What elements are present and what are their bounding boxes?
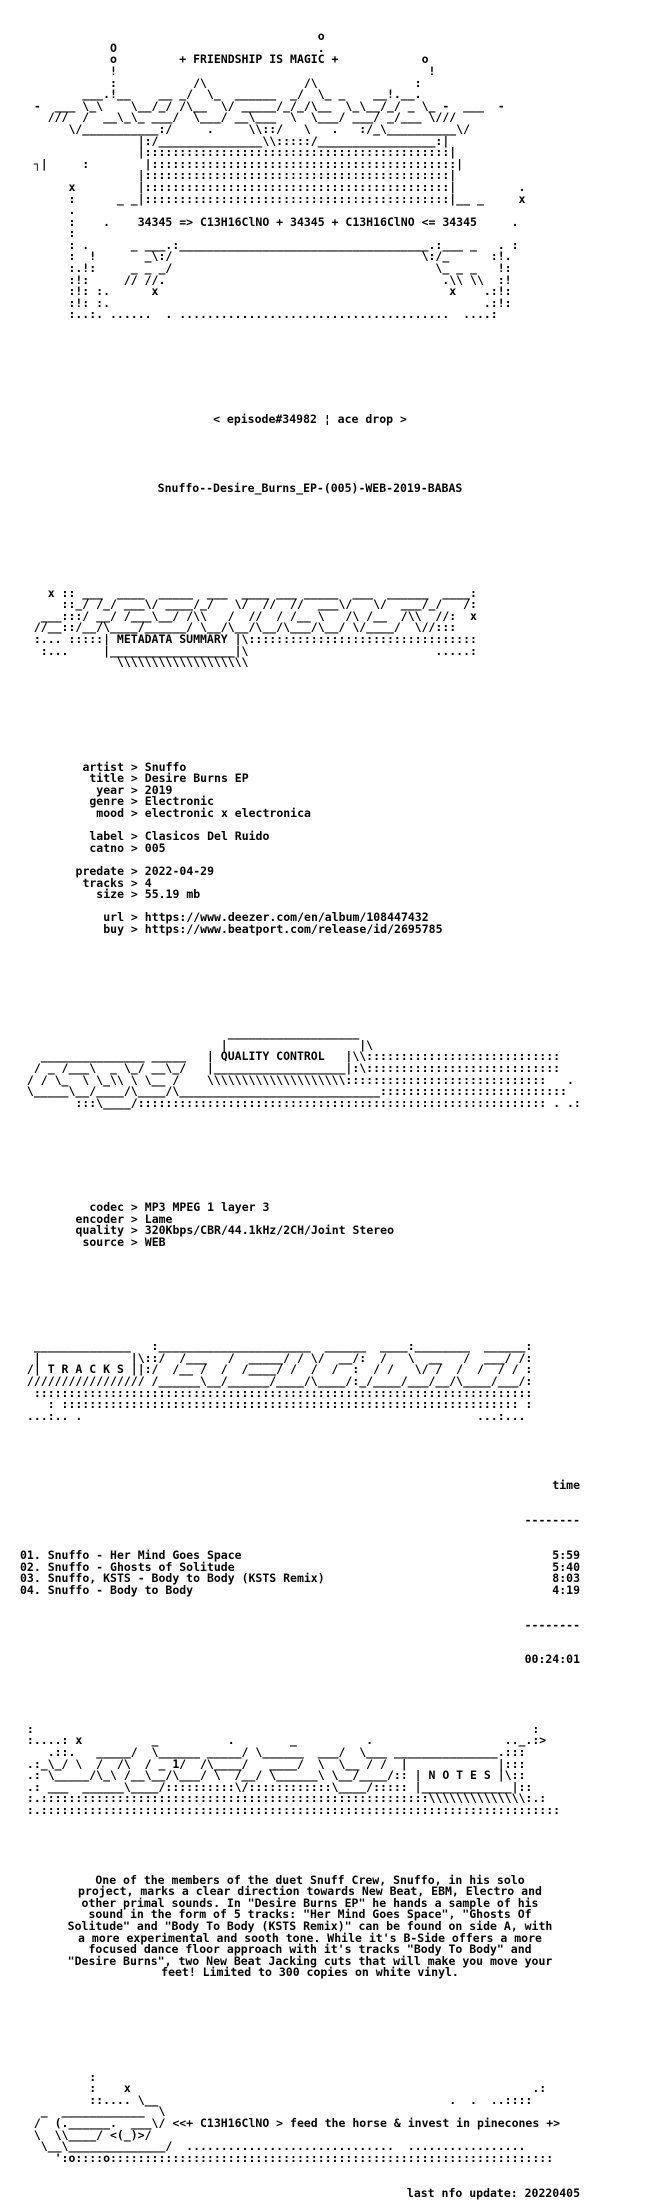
- notes-line: feet! Limited to 300 copies on white vinyl.: [161, 1965, 459, 1980]
- footer-ascii-art: [20, 2069, 640, 2165]
- tracks-art-line: ::::::::::::::::::::::::::::::::::::::::::::::::::::::::::::::::::::::::: [20, 1385, 533, 1400]
- notes-art-line: :.::::::::::::::::::::::::::::::::::::::::::::::::::::::::\\\\\\\\\\\\\\:.:: [20, 1791, 547, 1806]
- header-art-line: o + FRIENDSHIP IS MAGIC + o: [20, 52, 429, 67]
- track-number: 03.: [20, 1571, 41, 1586]
- notes-line: Solitude" and "Body To Body (KSTS Remix)" can be found on side A, with: [67, 1918, 553, 1933]
- header-art-line: :!: :. x x .:!:: [20, 284, 512, 299]
- metadata-key: predate: [75, 863, 124, 878]
- header-art-line: \/___________:/ . \\::/ \ . :/_\__________\/: [20, 121, 471, 136]
- track-title: Snuffo - Her Mind Goes Space: [40, 1547, 242, 1562]
- metadata-art-line: \\\\\\\\\\\\\\\\\\\: [20, 655, 249, 670]
- track-list: [20, 1547, 640, 1597]
- metadata-key: year: [96, 782, 124, 797]
- metadata-row: catno > 005: [20, 843, 640, 855]
- header-art-line: ┐| : |::::::::::::::::::::::::::::::::::::::::::::|: [20, 156, 464, 171]
- quality-key: codec: [89, 1200, 124, 1215]
- header-art-line: |::::::::::::::::::::::::::::::::::::::::::::|: [20, 168, 457, 183]
- metadata-summary-ascii-art: [20, 585, 640, 670]
- metadata-key: mood: [96, 805, 124, 820]
- metadata-row: predate > 2022-04-29: [20, 866, 640, 878]
- header-art-line: :.!: _ _ _/ \_ _ _ !:: [20, 261, 512, 276]
- tracks-art-line: ...:.. . ...:...: [20, 1408, 526, 1423]
- quality-row: source > WEB: [20, 1237, 640, 1249]
- quality-value: WEB: [144, 1234, 166, 1249]
- notes-art-line: .: ___ ______\____/::::::::::\/::::::::::::\____/::::: |_____________|::: [20, 1779, 533, 1794]
- header-art-line: ! !: [20, 63, 436, 78]
- metadata-key: size: [96, 887, 124, 902]
- quality-row: quality > 320Kbps/CBR/44.1kHz/2CH/Joint Stereo: [20, 1225, 640, 1237]
- footer-art-line: :: [20, 2069, 97, 2084]
- quality-art-line: / / \_ \ \_\\ \ \__ / \\\\\\\\\\\\\\\\\\\\::::::::::::::::::::::::::::: .: [20, 1072, 574, 1087]
- notes-line: "Desire Burns", two New Beat Jacking cuts that will make you move your: [67, 1953, 553, 1968]
- quality-key: source: [82, 1234, 124, 1249]
- metadata-value: https://www.deezer.com/en/album/108447432: [144, 910, 429, 925]
- footer-art-line: : x .:: [20, 2081, 547, 2096]
- footer-art-line: \__\______________/ .............................. .................: [20, 2139, 526, 2154]
- metadata-value: https://www.beatport.com/release/id/2695785: [144, 921, 443, 936]
- track-row: [20, 1582, 580, 1597]
- header-art-line: .: [20, 203, 76, 218]
- tracks-art-line: /| T R A C K S ||:/ /__ / / /____/ / / / : / / \/ / / / / / :: [20, 1362, 533, 1377]
- metadata-row: year > 2019: [20, 785, 640, 797]
- nfo-document: [20, 8, 640, 2211]
- quality-row: encoder > Lame: [20, 1214, 640, 1226]
- notes-line: other primal sounds. In "Desire Burns EP" he hands a sample of his: [81, 1895, 539, 1910]
- quality-art-line: | |\: [20, 1037, 374, 1052]
- last-update-row: [20, 2185, 580, 2200]
- metadata-row: artist > Snuffo: [20, 762, 640, 774]
- metadata-value: 2022-04-29: [144, 863, 215, 878]
- metadata-row: title > Desire Burns EP: [20, 773, 640, 785]
- header-art-line: |::::::::::::::::::::::::::::::::::::::::::::|: [20, 145, 457, 160]
- track-time: 8:03: [552, 1571, 580, 1586]
- tracks-art-line: | |\::/ /___ / _____/ / \/ __/: / \ __ / ___/ /:: [20, 1350, 533, 1365]
- header-art-line: ___.!__ __ _/ \_ ______ _/ \_ _ __!.__.: [20, 87, 422, 102]
- last-update: last nfo update: 20220405: [406, 2185, 580, 2200]
- tracks-header-row: [20, 1480, 580, 1492]
- notes-line: One of the members of the duet Snuff Crew, Snuffo, in his solo: [95, 1872, 525, 1887]
- metadata-key: genre: [89, 794, 124, 809]
- track-title: Snuffo - Ghosts of Solitude: [40, 1559, 235, 1574]
- tracks-header-rule: --------: [524, 1513, 580, 1528]
- header-art-line: : . 34345 => C13H16ClNO + 34345 + C13H16ClNO <= 34345 .: [20, 214, 519, 229]
- quality-art-line: _______________ _____ | QUALITY CONTROL |\\::::::::::::::::::::::::::::: [20, 1049, 561, 1064]
- track-time: 4:19: [552, 1582, 580, 1597]
- quality-control-ascii-art: [20, 1028, 640, 1109]
- notes-text: [20, 1872, 640, 1980]
- header-art-line: :!: :. .:!:: [20, 295, 512, 310]
- quality-key: encoder: [75, 1211, 124, 1226]
- notes-art-line: .: \_____/\_\ /__\__/\___/ \ /__/ \______\ \__/____/:: | N O T E S |\::: [20, 1768, 526, 1783]
- metadata-key: title: [89, 771, 124, 786]
- metadata-art-line: //__::/__/\____/______/ \__/\__/\__/\___/\__/ \/____/ \//:::: [20, 620, 457, 635]
- release-name: Snuffo--Desire_Burns_EP-(005)-WEB-2019-BABAS: [157, 481, 463, 496]
- footer-art-line: / (.______. ___\/ <<+ C13H16ClNO > feed the horse & invest in pinecones +>: [20, 2116, 561, 2131]
- tracks-art-line: : :::::::::::::::::::::::::::::::::::::::::::::::::::::::::::::::::: :: [20, 1397, 533, 1412]
- metadata-value: Desire Burns EP: [144, 771, 249, 786]
- metadata-key: buy: [103, 921, 124, 936]
- metadata-value: Snuffo: [144, 759, 187, 774]
- metadata-art-line: x :: ___ ____ _____ ___ ____ ___ _____ ___ ______ ____:: [20, 585, 477, 600]
- notes-ascii-art: [20, 1721, 640, 1818]
- notes-line: focused dance floor approach with it's tracks "Body To Body" and: [88, 1942, 532, 1957]
- notes-art-line: :....: x _ . _ . .._.:>: [20, 1733, 547, 1748]
- quality-art-line: ___________________: [20, 1026, 360, 1041]
- metadata-value: Electronic: [144, 794, 215, 809]
- tracks-art-line: ______________ :______________________ ______ ____:________ ______:: [20, 1339, 533, 1354]
- metadata-row: mood > electronic x electronica: [20, 808, 640, 820]
- quality-key: quality: [75, 1223, 124, 1238]
- quality-art-line: / _ /___\ _ \_/ __\_/ |___________________|:\::::::::::::::::::::::::::::: [20, 1061, 561, 1076]
- footer-art-line: \ \\____/ <(_)>/: [20, 2127, 152, 2142]
- header-art-line: /// / __\_\_ ___/ \___/ __\___ \ \___/ ___/ _/___ \///: [20, 110, 457, 125]
- track-number: 02.: [20, 1559, 41, 1574]
- tracks-total-rule-row: [20, 1617, 580, 1632]
- header-art-line: O .: [20, 40, 325, 55]
- metadata-art-line: :... :::::| METADATA SUMMARY |\:::::::::::::::::::::::::::::::::: [20, 632, 477, 647]
- quality-value: 320Kbps/CBR/44.1kHz/2CH/Joint Stereo: [144, 1223, 395, 1238]
- tracks-ascii-art: [20, 1341, 640, 1422]
- track-title: Snuffo, KSTS - Body to Body (KSTS Remix): [40, 1571, 325, 1586]
- footer-art-line: ::.... \__ . . ..::::: [20, 2092, 533, 2107]
- metadata-value: 55.19 mb: [144, 887, 201, 902]
- header-art-line: x |::::::::::::::::::::::::::::::::::::::::::::| .: [20, 179, 526, 194]
- header-art-line: :: [20, 226, 76, 241]
- metadata-art-line: ___:::/ __/ /___\__/ /\\ / // / /__ \ /\ /__ /\\ //: x: [20, 608, 477, 623]
- notes-art-line: : :: [20, 1721, 540, 1736]
- tracks-time-header: time: [552, 1478, 580, 1493]
- metadata-row: size > 55.19 mb: [20, 889, 640, 901]
- header-art-line: |:/_______________\\:::::/_________________:|: [20, 133, 450, 148]
- header-art-line: : _ _|::::::::::::::::::::::::::::::::::::::::::::|__ _ x: [20, 191, 526, 206]
- header-art-line: : /\ /\ :: [20, 75, 422, 90]
- track-number: 04.: [20, 1582, 41, 1597]
- tracks-total-row: [20, 1654, 580, 1666]
- notes-line: project, marks a clear direction towards New Beat, EBM, Electro and: [78, 1884, 542, 1899]
- track-time: 5:59: [552, 1547, 580, 1562]
- metadata-key: catno: [89, 840, 124, 855]
- header-art-line: :..:. ...... . ....................................... ....:: [20, 307, 498, 322]
- metadata-key: url: [103, 910, 124, 925]
- tracks-total-time: 00:24:01: [524, 1652, 580, 1667]
- metadata-value: electronic x electronica: [144, 805, 311, 820]
- metadata-row: url > https://www.deezer.com/en/album/108447432: [20, 912, 640, 924]
- tracks-header-rule-row: [20, 1515, 580, 1527]
- header-art-line: o: [20, 29, 325, 44]
- footer-art-line: _ ____________ \: [20, 2104, 533, 2119]
- notes-art-line: .::. _____/ \______ _____/ \______ ___/ \___ _______________.:::: [20, 1745, 526, 1760]
- quality-value: Lame: [144, 1211, 173, 1226]
- notes-art-line: :.:::::::::::::::::::::::::::::::::::::::::::::::::::::::::::::::::::::::::::: [20, 1803, 561, 1818]
- metadata-value: Clasicos Del Ruido: [144, 829, 270, 844]
- quality-list: [20, 1202, 640, 1248]
- episode-line: < episode#34982 ¦ ace drop >: [213, 411, 407, 426]
- metadata-row: tracks > 4: [20, 878, 640, 890]
- tracks-total-rule: --------: [524, 1617, 580, 1632]
- notes-line: a more experimental and sooth tone. While it's B-Side offers a more: [78, 1930, 542, 1945]
- track-title: Snuffo - Body to Body: [40, 1582, 194, 1597]
- metadata-row: genre > Electronic: [20, 796, 640, 808]
- quality-row: codec > MP3 MPEG 1 layer 3: [20, 1202, 640, 1214]
- track-number: 01.: [20, 1547, 41, 1562]
- metadata-value: 2019: [144, 782, 173, 797]
- tracks-art-line: ///////////////// /______\__/______/____/\____/:_/____/___/__/\____/___/:: [20, 1374, 533, 1389]
- metadata-key: tracks: [82, 875, 124, 890]
- metadata-value: 005: [144, 840, 166, 855]
- metadata-row: buy > https://www.beatport.com/release/id/2695785: [20, 924, 640, 936]
- quality-value: MP3 MPEG 1 layer 3: [144, 1200, 270, 1215]
- quality-art-line: \_____\__/____/\____/\_____________________________:::::::::::::::::::::::::::: [20, 1084, 567, 1099]
- metadata-key: artist: [82, 759, 124, 774]
- header-art-line: :!: // //. .\\ \\ :!: [20, 272, 512, 287]
- footer-art-line: ':o::::o::::::::::::::::::::::::::::::::::::::::::::::::::::::::::::::::: [20, 2150, 554, 2165]
- header-art-line: - ___ \_\ \__/_/ /\__ \/ _____/_/_/\__ \_\__/_/ _ \_ - ___ -: [20, 98, 505, 113]
- track-time: 5:40: [552, 1559, 580, 1574]
- header-ascii-art: [20, 31, 640, 321]
- header-art-line: : ! _\:/ \:/_ :!.: [20, 249, 512, 264]
- metadata-art-line: ::_/ /_/ ___\/ ____/_/ \/ // // ___\/ \/ ___/_/ /:: [20, 597, 477, 612]
- notes-art-line: .:_\_/ \ / /\ / _ 1/ /\____/ ____/ \ \__ / / | |:::: [20, 1756, 526, 1771]
- quality-art-line: :::\____/::::::::::::::::::::::::::::::::::::::::::::::::::::::::::: . .:: [20, 1095, 581, 1110]
- header-art-line: : . _ ___.:____________________________________.:___ _ . :: [20, 237, 519, 252]
- metadata-row: label > Clasicos Del Ruido: [20, 831, 640, 843]
- metadata-value: 4: [144, 875, 152, 890]
- metadata-list: [20, 759, 640, 936]
- metadata-art-line: :... |__________________|\ .....:: [20, 643, 477, 658]
- metadata-key: label: [89, 829, 124, 844]
- notes-line: sound in the form of 5 tracks: "Her Mind Goes Space", "Ghosts Of: [88, 1907, 532, 1922]
